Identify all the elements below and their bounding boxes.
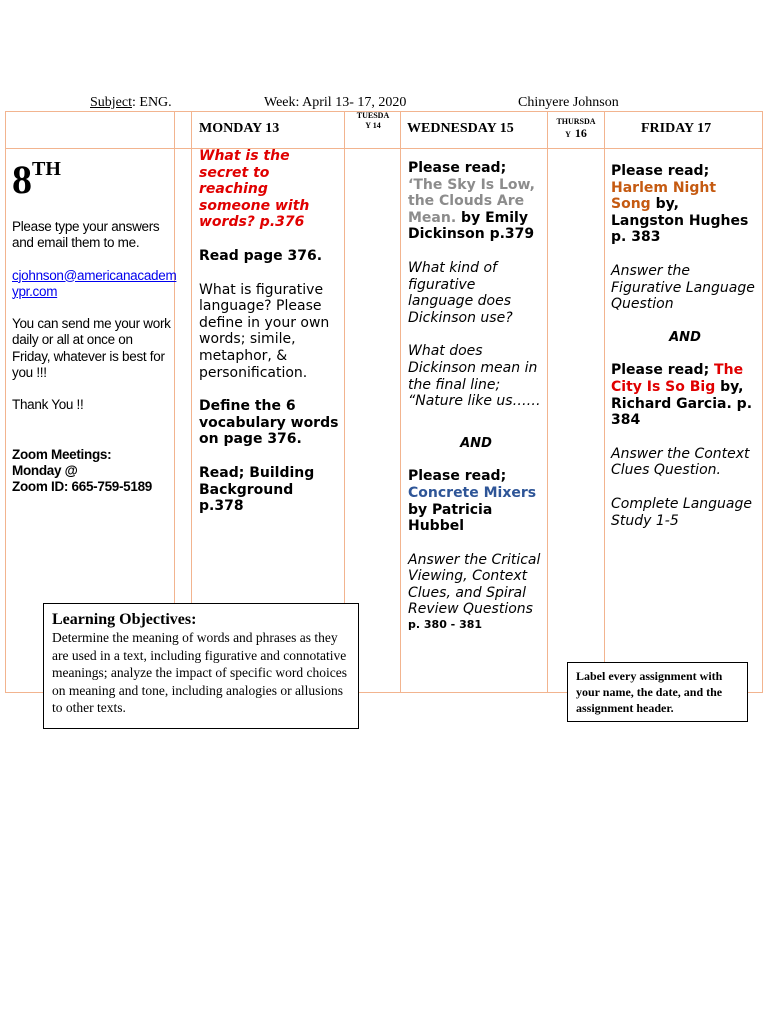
subject-label: Subject: ENG. [90,95,172,110]
instructions-text: Please type your answers and email them to me. [12,219,160,251]
friday-and: AND [669,329,701,345]
friday-poem2: The City Is So Big [611,362,744,395]
wednesday-poem1: ‘The Sky Is Low, the Clouds Are Mean. [408,176,535,226]
monday-define: Define the 6 vocabulary words on page 376. [199,398,339,448]
thanks-text: Thank You !! [12,397,84,413]
objectives-title: Learning Objectives: [52,611,197,628]
grade-level: 8TH [12,157,61,202]
monday-figurative: What is figurative language? Please define in your own words; simile, metaphor, & personification. [199,281,330,381]
friday-language-study: Complete Language Study 1-5 [611,495,753,529]
wednesday-poem2-author: by Patricia Hubbel [408,501,493,535]
wednesday-poem2: Concrete Mixers [408,484,537,501]
week-label: Week: April 13- 17, 2020 [264,95,407,110]
zoom-id: Zoom ID: 665-759-5189 [12,479,153,495]
day-header-monday: MONDAY 13 [199,121,280,136]
friday-answer-1: Answer the Figurative Language Question [611,262,755,313]
objectives-text: Determine the meaning of words and phrases as they are used in a text, including figurative and connotative meanings; analyze the impact of specific word choices on meaning and tone, including analogies or allusions to other texts. [52,630,348,716]
wednesday-please-read-2: Please read; [408,468,507,485]
monday-read: Read page 376. [199,247,323,264]
wednesday-answer: Answer the Critical Viewing, Context Clues, and Spiral Review Questions [408,551,541,618]
left-column-notes [12,219,177,496]
day-header-thursday: THURSDA Y 16 [556,117,596,140]
wednesday-content: Please read; ‘The Sky Is Low, the Clouds Are Mean. by Emily Dickinson p.379 What kind of figurative language does Dickinson use? What does Dickinson mean in the final line; “Nature like us…… AND Please read; Concrete Mixers by Patricia Hubbel Answer the Critical Viewing, Context Clues, and Spiral Review Questions p. 380 - 381 [408,160,544,632]
day-header-tuesday: TUESDA Y 14 [356,111,390,130]
zoom-day: Monday @ [12,462,78,478]
day-header-wednesday: WEDNESDAY 15 [407,121,514,136]
monday-question: What is the secret to reaching someone with words? p.376 [199,148,310,231]
email-link[interactable]: cjohnson@americanacadem ypr.com [12,267,177,299]
wednesday-q2: What does Dickinson mean in the final line; “Nature like us…… [408,343,541,410]
send-work-text: You can send me your work daily or all at once on Friday, whatever is best for you !!! [12,316,171,381]
zoom-title: Zoom Meetings: [12,446,112,462]
wednesday-and: AND [460,435,492,451]
wednesday-please-read: Please read; [408,160,507,176]
wednesday-pages: p. 380 - 381 [408,618,483,632]
label-note-text: Label every assignment with your name, the date, and the assignment header. [576,669,723,715]
monday-content [199,148,341,515]
teacher-name: Chinyere Johnson [518,95,619,110]
wednesday-q1: What kind of figurative language does Dickinson use? [408,259,513,326]
friday-poem1: Harlem Night Song [611,179,717,213]
day-header-friday: FRIDAY 17 [641,121,712,136]
friday-answer-2: Answer the Context Clues Question. [611,445,750,479]
monday-building: Read; Building Background p.378 [199,464,315,515]
learning-objectives-box [43,603,359,729]
friday-content: Please read; Harlem Night Song by, Langston Hughes p. 383 Answer the Figurative Language Question AND Please read; The City Is So Big by, Richard Garcia. p. 384 Answer the Context Clues Question. Complete Language Study 1-5 [611,163,759,529]
friday-poem1-author: Langston Hughes p. 383 [611,212,749,246]
label-note-box [567,662,748,722]
friday-please-read: Please read; [611,163,710,179]
